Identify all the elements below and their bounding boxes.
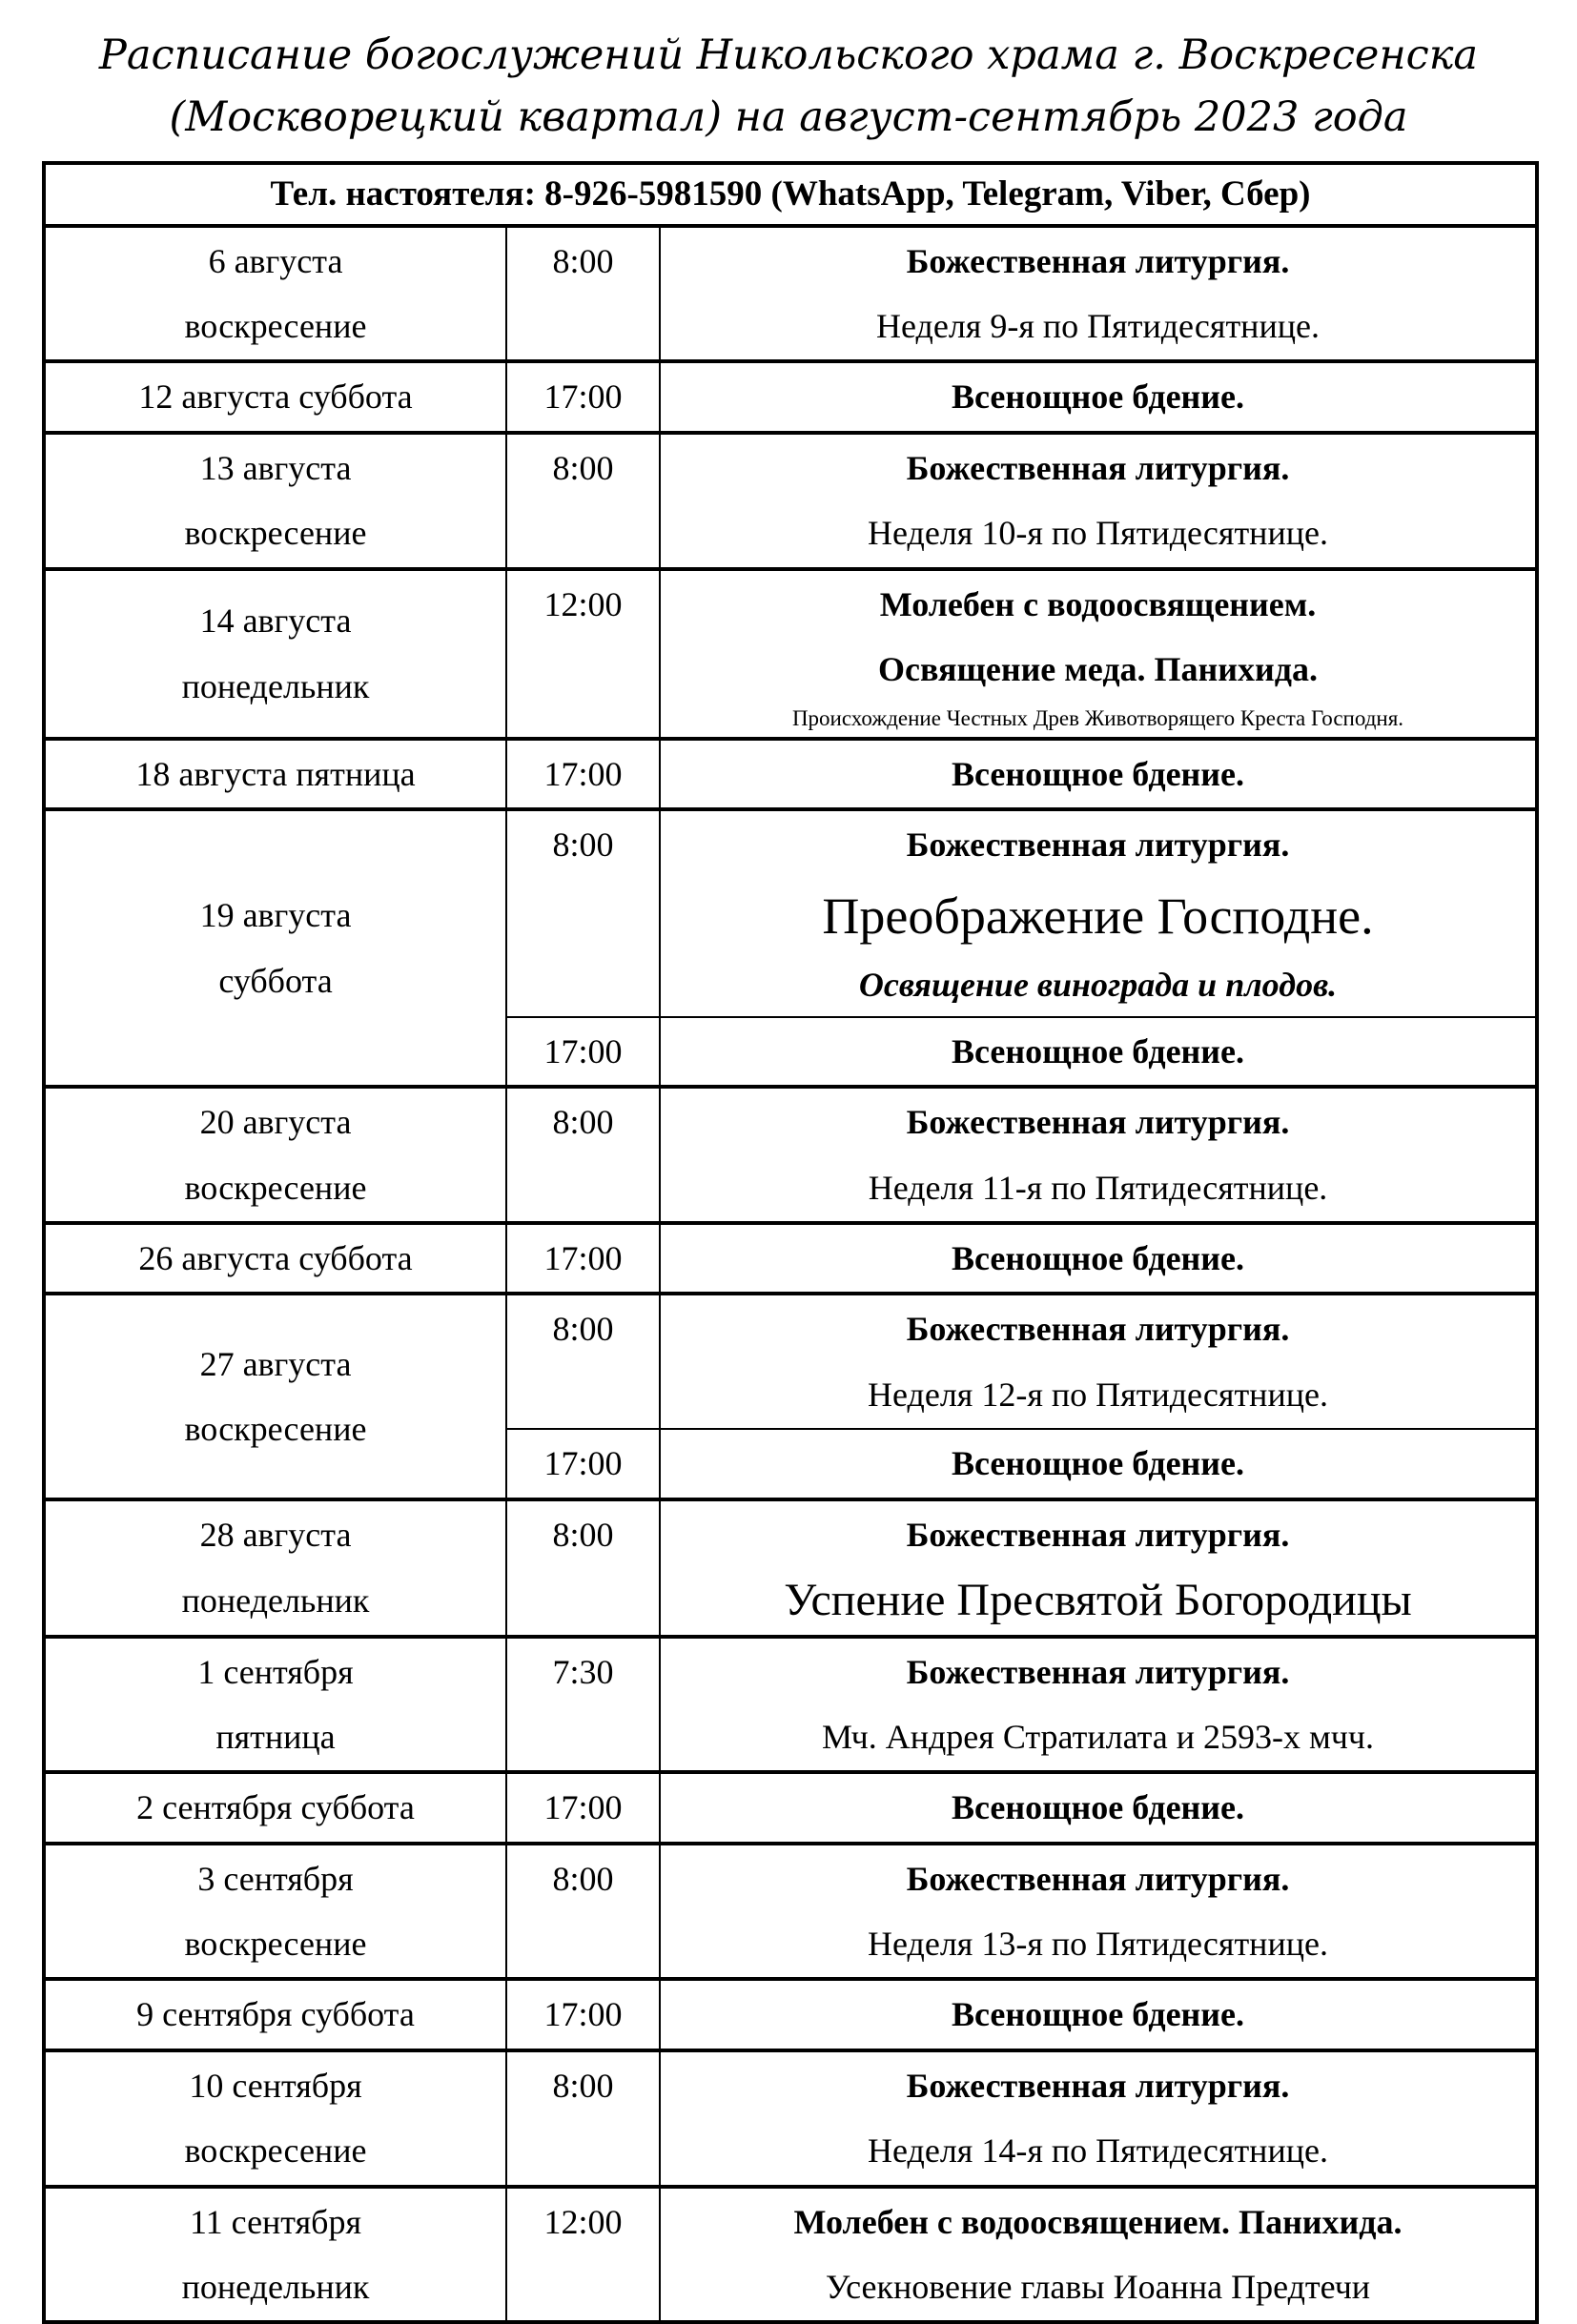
date-line: 12 августа суббота	[138, 377, 413, 417]
date-line: 9 сентября суббота	[136, 1995, 415, 2034]
phone-header-row	[44, 163, 1537, 226]
service-cell	[660, 1294, 1537, 1429]
date-line: 2 сентября суббота	[136, 1788, 415, 1827]
date-cell	[44, 361, 506, 432]
date-line: 3 сентября	[197, 1859, 354, 1898]
service-line: Всенощное бдение.	[951, 1031, 1245, 1070]
date-line: понедельник	[181, 2268, 370, 2307]
service-cell	[660, 433, 1537, 569]
schedule-table	[42, 161, 1539, 2324]
service-cell	[660, 1844, 1537, 1980]
date-cell	[44, 1637, 506, 1773]
service-line: Неделя 10-я по Пятидесятнице.	[868, 514, 1328, 553]
phone-header-cell: Тел. настоятеля: 8-926-5981590 (WhatsApp, Telegram, Viber, Сбер)	[44, 163, 1537, 226]
date-cell	[44, 809, 506, 1087]
date-cell	[44, 433, 506, 569]
time-cell: 12:00	[506, 569, 660, 739]
time-cell: 8:00	[506, 433, 660, 569]
service-line: Усекновение главы Иоанна Предтечи	[825, 2268, 1371, 2307]
service-cell	[660, 1979, 1537, 2049]
time-cell: 17:00	[506, 1772, 660, 1843]
page	[42, 25, 1535, 2324]
time-cell: 8:00	[506, 1844, 660, 1980]
schedule-row	[44, 1499, 1537, 1637]
date-cell	[44, 2187, 506, 2323]
service-line: Происхождение Честных Древ Животворящего Креста Господня.	[791, 706, 1404, 731]
date-cell	[44, 569, 506, 739]
time-cell: 8:00	[506, 809, 660, 1016]
schedule-row	[44, 1637, 1537, 1773]
service-cell	[660, 1499, 1537, 1637]
date-cell	[44, 2050, 506, 2187]
date-cell	[44, 739, 506, 809]
service-line: Всенощное бдение.	[951, 1995, 1245, 2034]
date-cell	[44, 1223, 506, 1294]
service-cell	[660, 569, 1537, 739]
document-title	[42, 25, 1535, 148]
schedule-row	[44, 2187, 1537, 2323]
service-cell	[660, 809, 1537, 1016]
service-line: Божественная литургия.	[906, 241, 1290, 280]
service-cell	[660, 739, 1537, 809]
date-cell	[44, 1294, 506, 1498]
service-line: Всенощное бдение.	[951, 1238, 1245, 1277]
schedule-row	[44, 1772, 1537, 1843]
service-cell	[660, 2050, 1537, 2187]
time-cell: 8:00	[506, 1087, 660, 1223]
date-line: воскресение	[184, 1925, 367, 1964]
service-cell	[660, 2187, 1537, 2323]
schedule-row	[44, 433, 1537, 569]
date-line: понедельник	[181, 666, 370, 705]
time-cell: 17:00	[506, 361, 660, 432]
service-cell	[660, 1017, 1537, 1087]
date-line: 6 августа	[208, 241, 343, 280]
service-line: Божественная литургия.	[906, 826, 1290, 865]
service-line: Всенощное бдение.	[951, 1788, 1245, 1827]
date-line: воскресение	[184, 1409, 367, 1448]
service-line: Божественная литургия.	[906, 448, 1290, 487]
service-line: Успение Пресвятой Богородицы	[784, 1574, 1412, 1625]
service-line: Божественная литургия.	[906, 1652, 1290, 1691]
service-line: Освящение винограда и плодов.	[858, 965, 1338, 1004]
time-cell: 8:00	[506, 1294, 660, 1429]
service-line: Молебен с водоосвящением. Панихида.	[793, 2202, 1403, 2241]
service-cell	[660, 1429, 1537, 1498]
schedule-row	[44, 1844, 1537, 1980]
date-line: 18 августа пятница	[135, 755, 416, 794]
date-line: 14 августа	[199, 601, 352, 641]
service-cell	[660, 361, 1537, 432]
date-cell	[44, 1087, 506, 1223]
date-cell	[44, 1772, 506, 1843]
date-line: 20 августа	[199, 1103, 352, 1142]
date-line: 19 августа	[199, 896, 352, 935]
date-line: 28 августа	[199, 1516, 352, 1555]
document-title-line1: Расписание богослужений Никольского храма г. Воскресенска	[98, 31, 1479, 79]
time-cell: 8:00	[506, 1499, 660, 1637]
service-line: Преображение Господне.	[822, 887, 1374, 945]
date-line: 27 августа	[199, 1344, 352, 1383]
service-line: Всенощное бдение.	[951, 755, 1245, 794]
date-line: пятница	[215, 1717, 336, 1756]
service-cell	[660, 1223, 1537, 1294]
service-line: Мч. Андрея Стратилата и 2593-х мчч.	[821, 1717, 1375, 1756]
service-line: Всенощное бдение.	[951, 377, 1245, 417]
service-line: Неделя 14-я по Пятидесятнице.	[868, 2131, 1328, 2171]
service-cell	[660, 1772, 1537, 1843]
date-line: 10 сентября	[189, 2066, 362, 2105]
date-line: понедельник	[181, 1580, 370, 1620]
service-line: Неделя 9-я по Пятидесятнице.	[876, 307, 1320, 346]
document-title-line2: (Москворецкий квартал) на август-сентябрь 2023 года	[169, 92, 1408, 141]
time-cell: 8:00	[506, 2050, 660, 2187]
time-cell: 12:00	[506, 2187, 660, 2323]
schedule-row	[44, 809, 1537, 1016]
date-cell	[44, 1844, 506, 1980]
time-cell: 17:00	[506, 1223, 660, 1294]
time-cell: 17:00	[506, 1979, 660, 2049]
schedule-row	[44, 739, 1537, 809]
schedule-row	[44, 2050, 1537, 2187]
time-cell: 17:00	[506, 1017, 660, 1087]
service-cell	[660, 1087, 1537, 1223]
schedule-row	[44, 569, 1537, 739]
date-line: воскресение	[184, 2131, 367, 2171]
schedule-row	[44, 361, 1537, 432]
time-cell: 7:30	[506, 1637, 660, 1773]
date-cell	[44, 226, 506, 362]
service-line: Божественная литургия.	[906, 1515, 1290, 1554]
service-line: Божественная литургия.	[906, 1103, 1290, 1142]
service-line: Молебен с водоосвящением.	[879, 584, 1317, 623]
date-line: воскресение	[184, 514, 367, 553]
date-cell	[44, 1499, 506, 1637]
date-line: воскресение	[184, 1168, 367, 1207]
time-cell: 17:00	[506, 739, 660, 809]
service-line: Неделя 11-я по Пятидесятнице.	[868, 1168, 1328, 1207]
date-line: суббота	[218, 961, 333, 1000]
time-cell: 17:00	[506, 1429, 660, 1498]
schedule-row	[44, 1087, 1537, 1223]
date-line: 26 августа суббота	[138, 1238, 413, 1277]
service-line: Неделя 12-я по Пятидесятнице.	[868, 1375, 1328, 1414]
service-line: Божественная литургия.	[906, 1859, 1290, 1898]
schedule-row	[44, 1294, 1537, 1429]
service-cell	[660, 1637, 1537, 1773]
schedule-row	[44, 226, 1537, 362]
schedule-row	[44, 1979, 1537, 2049]
time-cell: 8:00	[506, 226, 660, 362]
schedule-row	[44, 1223, 1537, 1294]
date-line: воскресение	[184, 307, 367, 346]
date-line: 1 сентября	[197, 1652, 354, 1691]
service-line: Освящение меда. Панихида.	[878, 649, 1318, 688]
date-line: 11 сентября	[189, 2202, 362, 2241]
service-line: Божественная литургия.	[906, 1310, 1290, 1349]
date-cell	[44, 1979, 506, 2049]
service-cell	[660, 226, 1537, 362]
date-line: 13 августа	[199, 448, 352, 487]
service-line: Всенощное бдение.	[951, 1444, 1245, 1483]
service-line: Божественная литургия.	[906, 2066, 1290, 2105]
service-line: Неделя 13-я по Пятидесятнице.	[868, 1925, 1328, 1964]
